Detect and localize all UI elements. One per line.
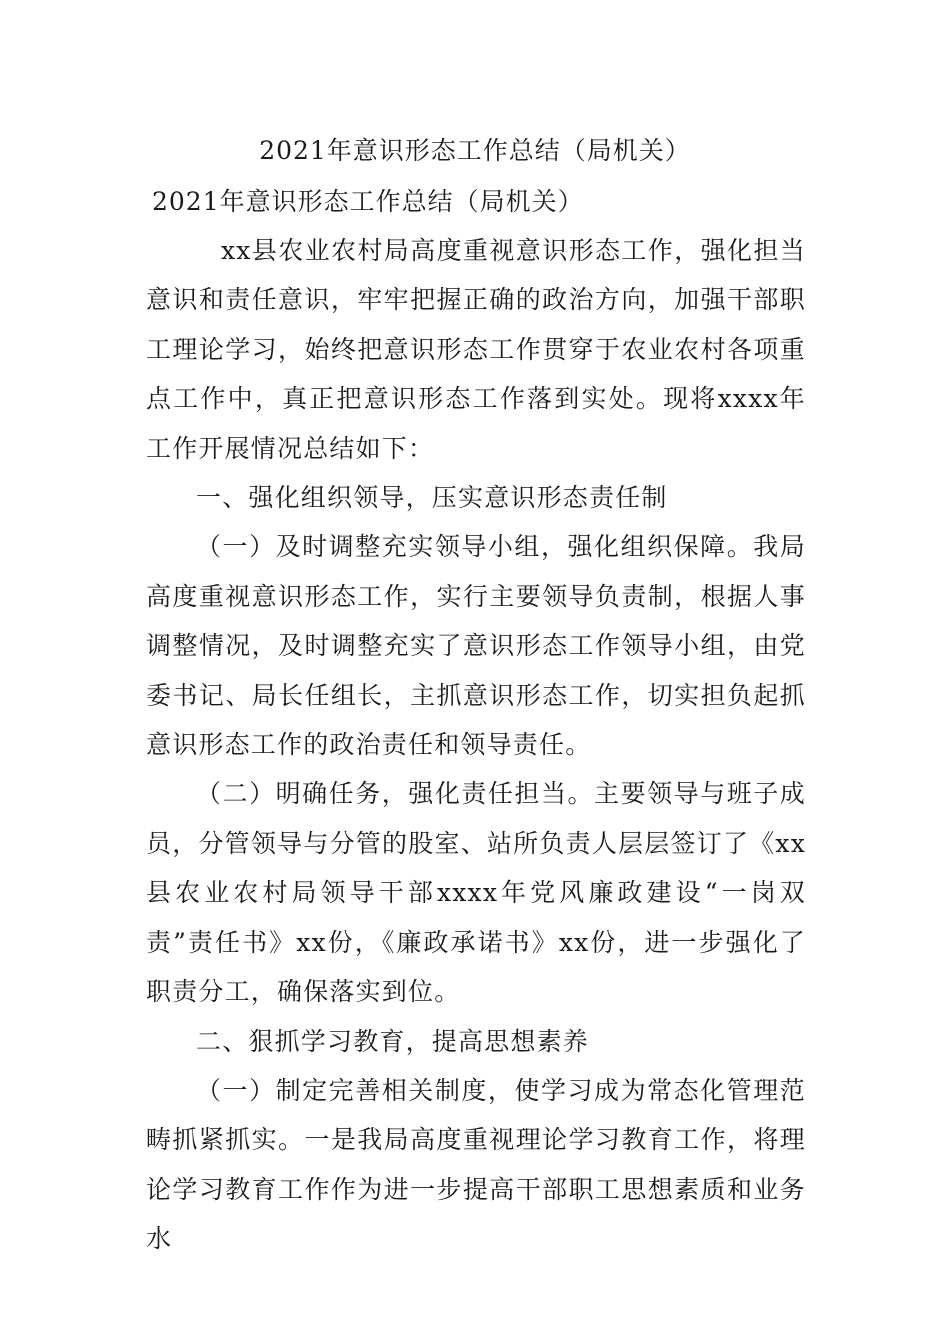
- document-subtitle: 2021年意识形态工作总结（局机关）: [152, 187, 584, 216]
- paragraph-1-1: （一）及时调整充实领导小组，强化组织保障。我局高度重视意识形态工作，实行主要领导负责制，根据人事调整情况，及时调整充实了意识形态工作领导小组，由党委书记、局长任组长，主抓意识形态工作，切实担负起抓意识形态工作的政治责任和领导责任。: [146, 532, 806, 760]
- paragraph-2-1: （一）制定完善相关制度，使学习成为常态化管理范畴抓紧抓实。一是我局高度重视理论学习教育工作，将理论学习教育工作作为进一步提高干部职工思想素质和业务水: [146, 1075, 806, 1254]
- intro-paragraph: xx县农业农村局高度重视意识形态工作，强化担当意识和责任意识，牢牢把握正确的政治方向，加强干部职工理论学习，始终把意识形态工作贯穿于农业农村各项重点工作中，真正把意识形态工作落到实处。现将xxxx年工作开展情况总结如下：: [146, 236, 806, 463]
- paragraph-1-2: （二）明确任务，强化责任担当。主要领导与班子成员，分管领导与分管的股室、站所负责人层层签订了《xx县农业农村局领导干部xxxx年党风廉政建设“一岗双责”责任书》xx份，《廉政承诺书》xx份，进一步强化了职责分工，确保落实到位。: [146, 779, 806, 1007]
- document-title: 2021年意识形态工作总结（局机关）: [259, 136, 691, 165]
- section-heading-2: 二、狠抓学习教育，提高思想素养: [196, 1026, 590, 1056]
- section-heading-1: 一、强化组织领导，压实意识形态责任制: [196, 483, 668, 513]
- document-body: [146, 226, 806, 1264]
